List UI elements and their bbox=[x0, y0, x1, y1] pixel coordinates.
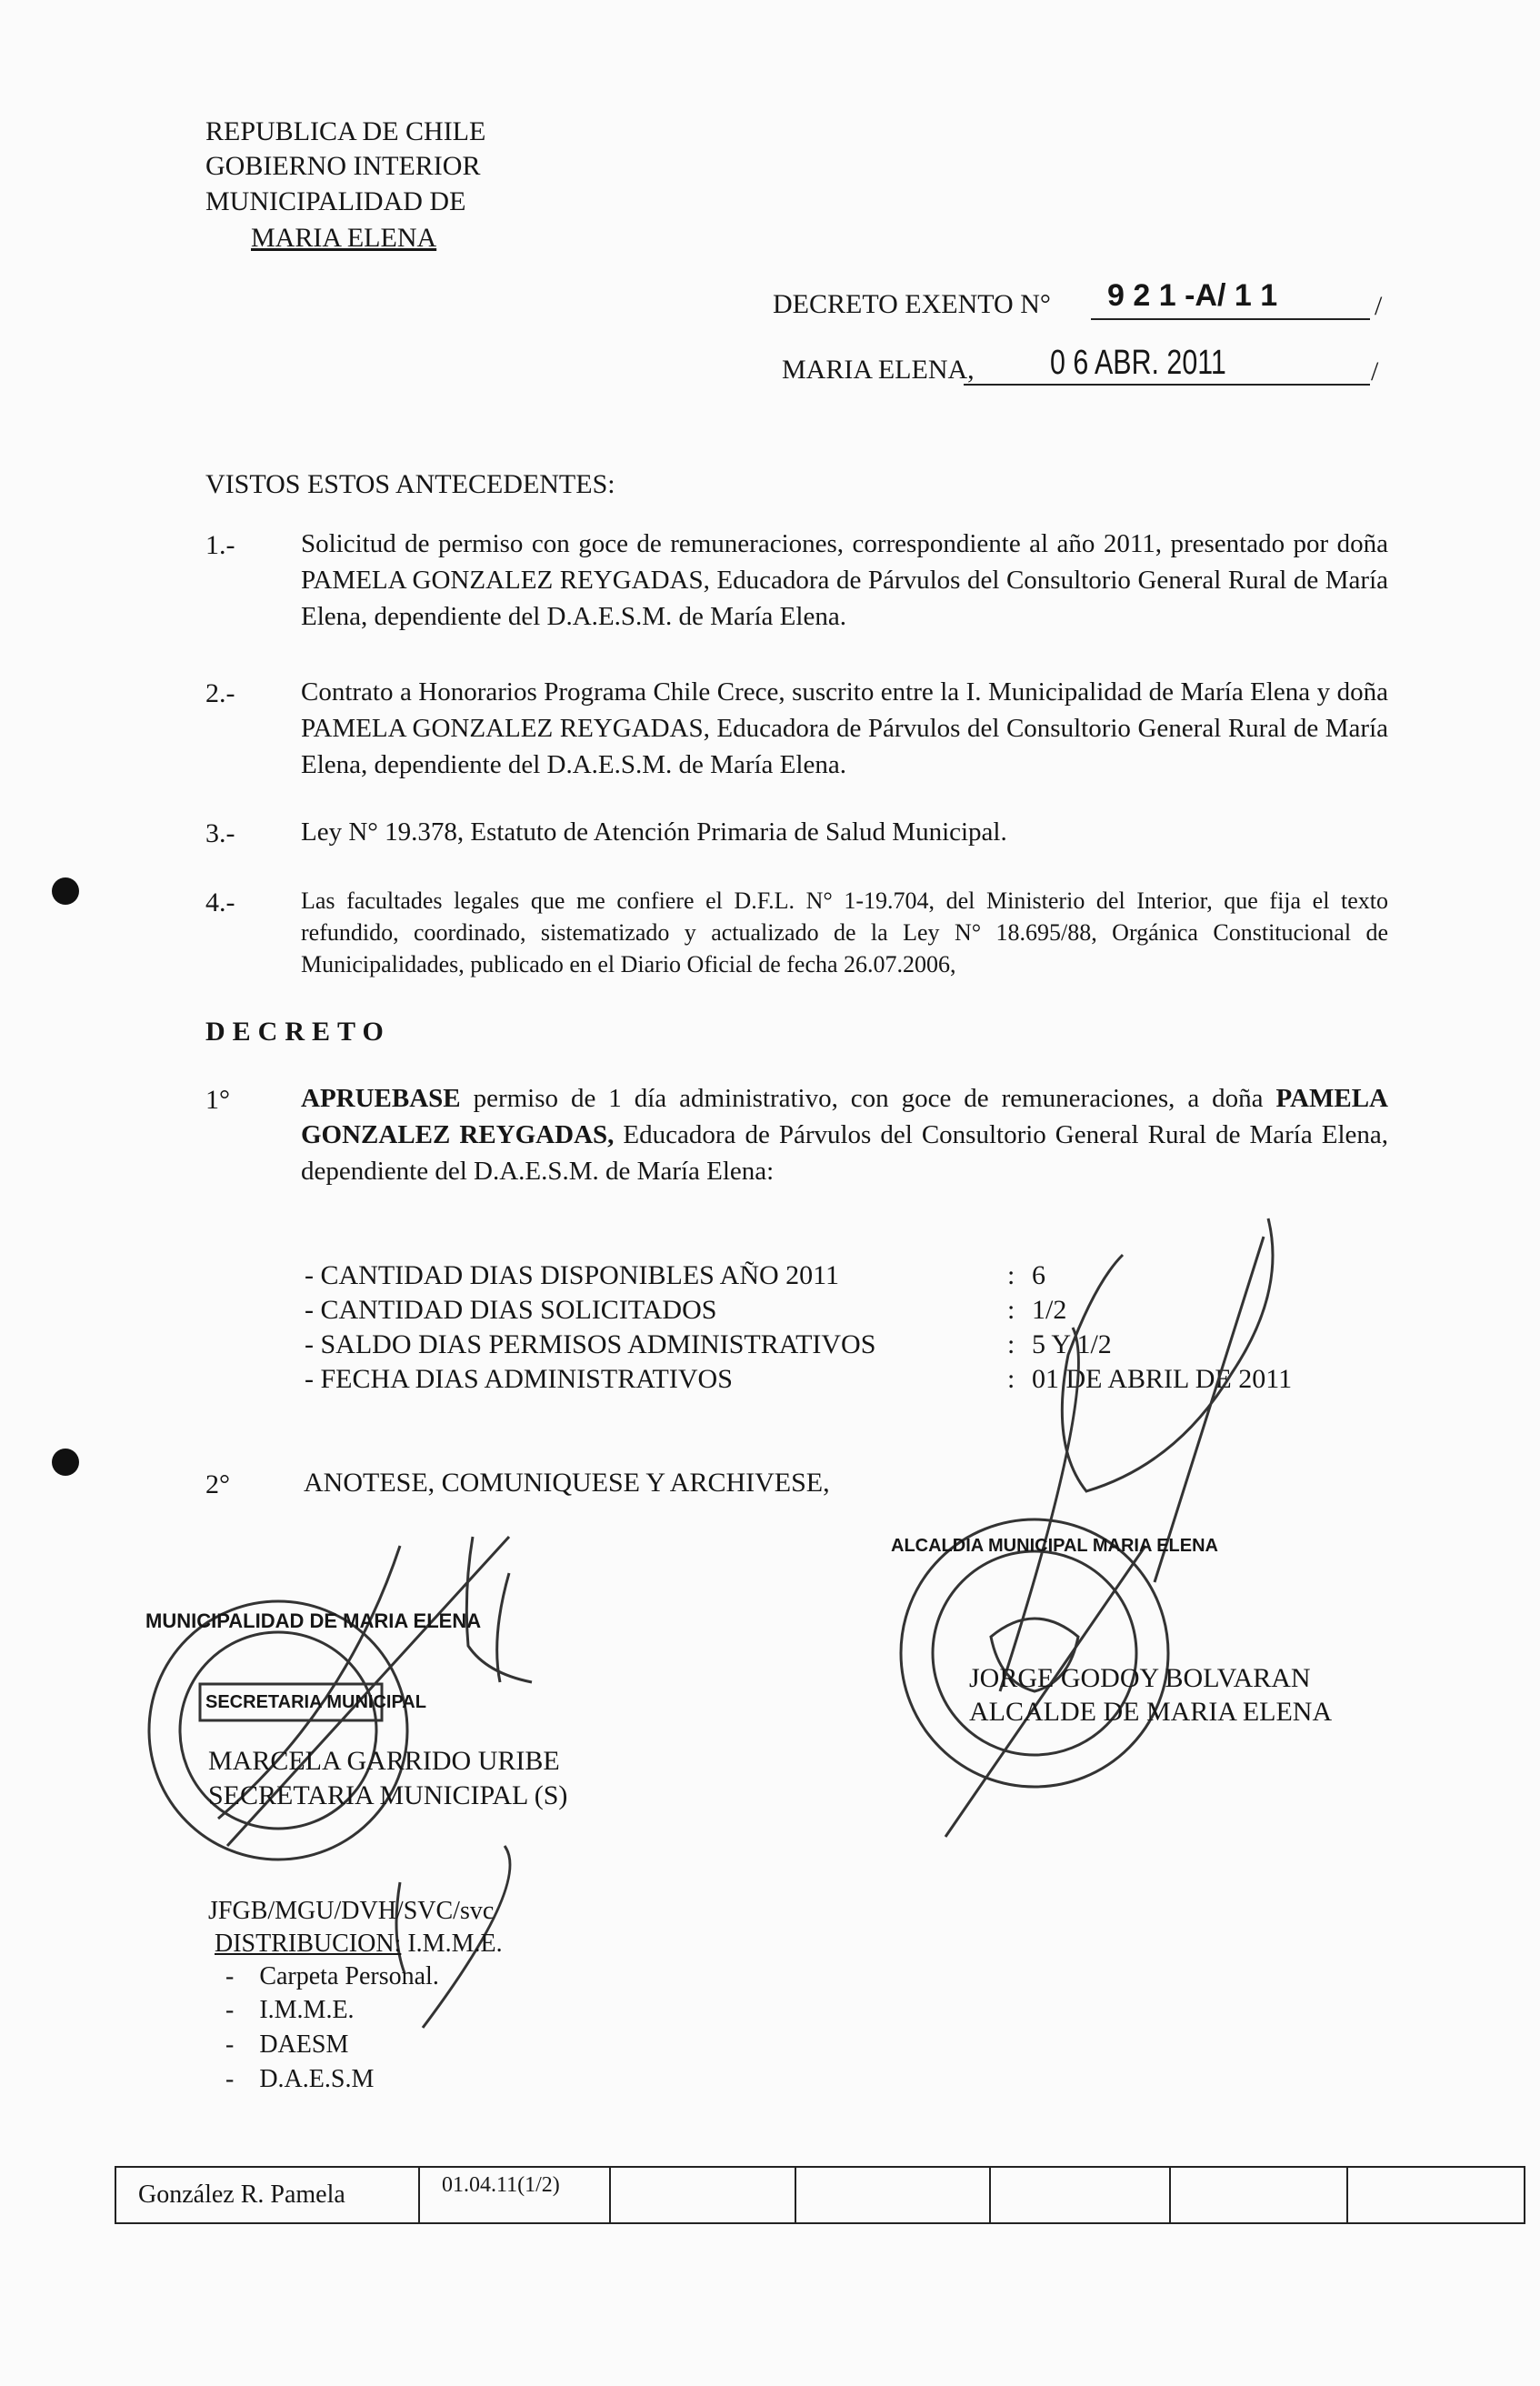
vistos-item: Las facultades legales que me confiere el D.F.L. N° 1-19.704, del Ministerio del Interior, que fija el texto refundido, coordinado, sistematizado y actualizado de la Ley N° 18.695/88, Orgánica Constitucional de Municipalidades, publicado en el Diario Oficial de fecha 26.07.2006, bbox=[301, 887, 1388, 977]
header-line: REPUBLICA DE CHILE bbox=[205, 116, 486, 146]
table-cell bbox=[991, 2168, 1171, 2222]
place-label: MARIA ELENA, bbox=[782, 355, 975, 385]
item-number: 1.- bbox=[205, 530, 235, 560]
distribution-label: DISTRIBUCION: bbox=[215, 1930, 402, 1958]
distribution-item: - D.A.E.S.M bbox=[225, 2065, 375, 2093]
distribution-text: DAESM bbox=[259, 2030, 349, 2059]
record-table bbox=[115, 2166, 1525, 2224]
left-stamp-text: MUNICIPALIDAD DE MARIA ELENA bbox=[145, 1609, 482, 1632]
approve-word: APRUEBASE bbox=[301, 1084, 461, 1113]
distribution-item: - DAESM bbox=[225, 2030, 349, 2059]
vistos-title: VISTOS ESTOS ANTECEDENTES: bbox=[205, 469, 615, 499]
distribution-text: D.A.E.S.M bbox=[259, 2065, 375, 2093]
table-cell: 01.04.11(1/2) bbox=[420, 2168, 611, 2222]
initials: JFGB/MGU/DVH/SVC/svc bbox=[208, 1897, 495, 1925]
header-line: MARIA ELENA bbox=[251, 223, 437, 253]
decree-label: DECRETO EXENTO N° bbox=[773, 289, 1051, 319]
item-number: 4.- bbox=[205, 887, 235, 917]
colon: : bbox=[1007, 1329, 1015, 1359]
distribution-item: - Carpeta Personal. bbox=[225, 1962, 439, 1990]
detail-value: 5 Y 1/2 bbox=[1032, 1329, 1112, 1359]
header-line: MUNICIPALIDAD DE bbox=[205, 186, 466, 216]
detail-label: - FECHA DIAS ADMINISTRATIVOS bbox=[305, 1364, 733, 1394]
vistos-item: Ley N° 19.378, Estatuto de Atención Primaria de Salud Municipal. bbox=[301, 817, 1007, 847]
slash: / bbox=[1375, 291, 1383, 321]
table-cell bbox=[1171, 2168, 1348, 2222]
detail-value: 1/2 bbox=[1032, 1295, 1067, 1325]
header-line: GOBIERNO INTERIOR bbox=[205, 151, 481, 181]
article-2: ANOTESE, COMUNIQUESE Y ARCHIVESE, bbox=[304, 1468, 830, 1498]
detail-label: - CANTIDAD DIAS DISPONIBLES AÑO 2011 bbox=[305, 1260, 840, 1290]
right-stamp-text: ALCALDIA MUNICIPAL MARIA ELENA bbox=[891, 1536, 1218, 1556]
distribution-text: Carpeta Personal. bbox=[259, 1962, 439, 1990]
article-text: Educadora de Párvulos del Consultorio General Rural de María Elena, dependiente del D.A.E.S.M. de María Elena: bbox=[301, 1120, 1388, 1186]
date-stamp: 0 6 ABR. 2011 bbox=[1050, 344, 1226, 382]
detail-value: 01 DE ABRIL DE 2011 bbox=[1032, 1364, 1293, 1394]
signer-right-name: JORGE GODOY BOLVARAN bbox=[969, 1663, 1311, 1693]
signer-left-title: SECRETARIA MUNICIPAL (S) bbox=[208, 1780, 568, 1810]
distribution-first: I.M.M.E. bbox=[407, 1930, 503, 1958]
detail-label: - CANTIDAD DIAS SOLICITADOS bbox=[305, 1295, 717, 1325]
colon: : bbox=[1007, 1295, 1015, 1325]
vistos-item: Contrato a Honorarios Programa Chile Crece, suscrito entre la I. Municipalidad de María Elena y doña PAMELA GONZALEZ REYGADAS, Educadora de Párvulos del Consultorio General Rural de María Elena, dependiente del D.A.E.S.M. de María Elena. bbox=[301, 677, 1388, 779]
left-stamp-inner: SECRETARIA MUNICIPAL bbox=[205, 1692, 426, 1712]
left-seal bbox=[149, 1601, 407, 1860]
detail-label: - SALDO DIAS PERMISOS ADMINISTRATIVOS bbox=[305, 1329, 876, 1359]
distribution-item: - I.M.M.E. bbox=[225, 1996, 355, 2024]
detail-value: 6 bbox=[1032, 1260, 1045, 1290]
signer-left-name: MARCELA GARRIDO URIBE bbox=[208, 1746, 560, 1776]
slash: / bbox=[1371, 356, 1379, 386]
table-cell bbox=[611, 2168, 796, 2222]
employee-name: PAMELA GONZALEZ REYGADAS, bbox=[301, 1084, 1388, 1149]
article-number: 2° bbox=[205, 1469, 230, 1499]
colon: : bbox=[1007, 1260, 1015, 1290]
article-text: permiso de 1 día administrativo, con goce de remuneraciones, a doña bbox=[460, 1084, 1276, 1113]
table-cell bbox=[796, 2168, 991, 2222]
decreto-title: DECRETO bbox=[205, 1017, 391, 1047]
table-cell: González R. Pamela bbox=[116, 2168, 420, 2222]
right-seal bbox=[901, 1519, 1168, 1787]
vistos-item: Solicitud de permiso con goce de remuneraciones, correspondiente al año 2011, presentado por doña PAMELA GONZALEZ REYGADAS, Educadora de Párvulos del Consultorio General Rural de María Elena, dependiente del D.A.E.S.M. de María Elena. bbox=[301, 529, 1388, 631]
colon: : bbox=[1007, 1364, 1015, 1394]
distribution-text: I.M.M.E. bbox=[259, 1996, 355, 2024]
article-number: 1° bbox=[205, 1085, 230, 1115]
item-number: 2.- bbox=[205, 678, 235, 708]
signer-right-title: ALCALDE DE MARIA ELENA bbox=[969, 1697, 1333, 1727]
decree-number: 9 2 1 -A/ 1 1 bbox=[1107, 278, 1278, 313]
table-cell bbox=[1348, 2168, 1524, 2222]
distribution-header bbox=[215, 1931, 503, 1957]
item-number: 3.- bbox=[205, 818, 235, 848]
right-signature bbox=[945, 1218, 1273, 1837]
